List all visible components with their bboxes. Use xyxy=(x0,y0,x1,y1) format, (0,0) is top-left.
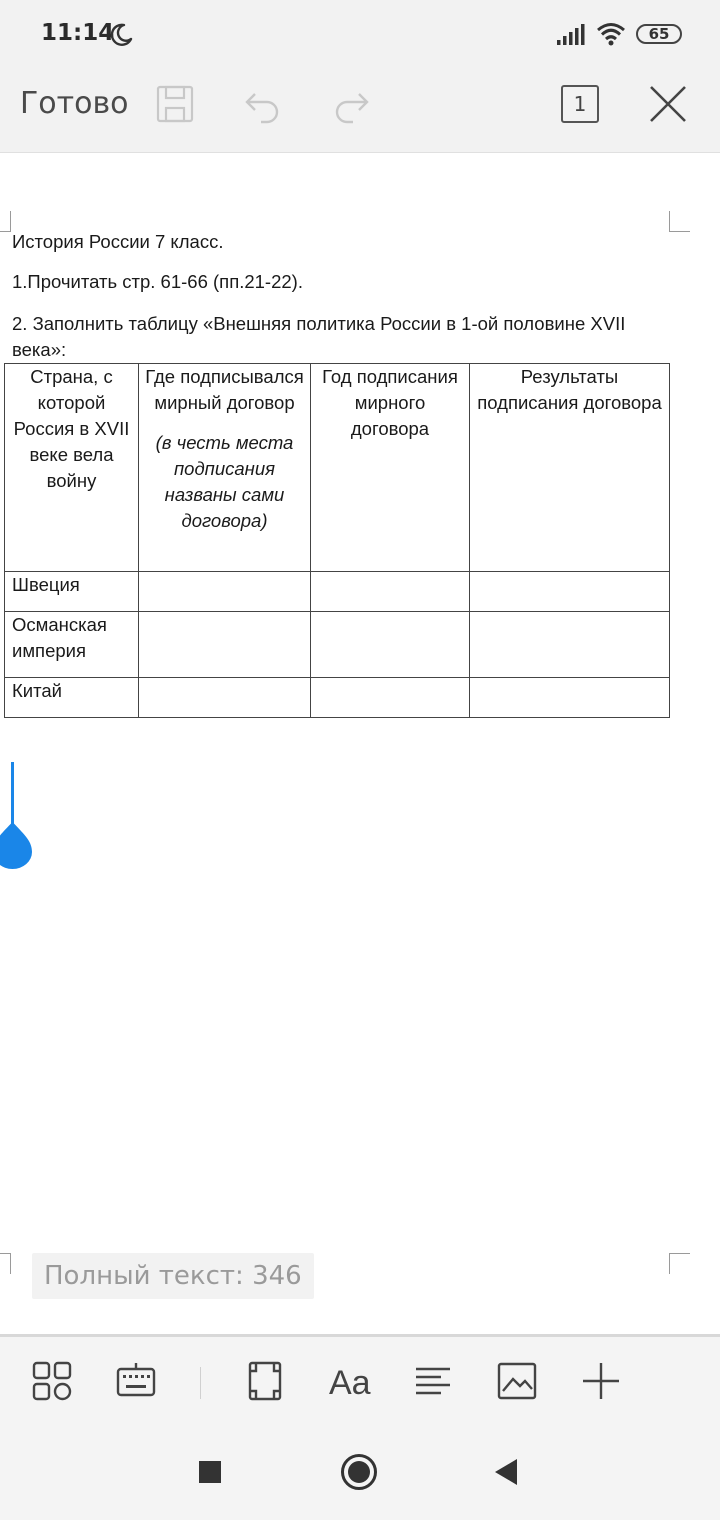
layout-grid-icon[interactable] xyxy=(30,1359,74,1403)
history-table xyxy=(4,363,670,718)
page-corner-mark xyxy=(669,211,690,232)
table-header-cell xyxy=(139,364,311,572)
table-header-cell: Год подписания мирного договора xyxy=(311,364,470,572)
table-row xyxy=(5,678,670,718)
table-cell xyxy=(139,612,311,678)
fullscreen-icon[interactable] xyxy=(243,1359,287,1403)
recent-apps-icon[interactable] xyxy=(190,1452,230,1492)
page-corner-mark xyxy=(0,211,11,232)
text-format-glyph: Aa xyxy=(329,1364,371,1402)
battery-icon xyxy=(636,24,682,44)
home-icon[interactable] xyxy=(339,1452,379,1492)
battery-level: 65 xyxy=(648,25,670,43)
page-count-value: 1 xyxy=(573,92,587,116)
table-header-cell: Результаты подписания договора xyxy=(470,364,670,572)
save-icon[interactable] xyxy=(155,84,195,124)
top-toolbar xyxy=(0,70,720,153)
undo-icon[interactable] xyxy=(243,84,283,124)
table-header-cell: Страна, с которой Россия в XVII веке вела войну xyxy=(5,364,139,572)
status-bar xyxy=(0,0,720,70)
navigation-bar xyxy=(0,1426,720,1520)
table-cell xyxy=(311,678,470,718)
moon-icon xyxy=(108,22,134,48)
table-cell: Китай xyxy=(5,678,139,718)
table-cell xyxy=(139,678,311,718)
toolbar-divider xyxy=(200,1367,201,1399)
table-header-row xyxy=(5,364,670,572)
table-cell xyxy=(470,678,670,718)
table-cell xyxy=(311,612,470,678)
signal-icon xyxy=(556,24,586,46)
table-cell xyxy=(311,572,470,612)
task-1-text: 1.Прочитать стр. 61-66 (пп.21-22). xyxy=(12,271,303,292)
page-corner-mark xyxy=(669,1253,690,1274)
table-row xyxy=(5,612,670,678)
text-cursor-handle-icon[interactable] xyxy=(0,760,36,870)
task-2-text: 2. Заполнить таблицу «Внешняя политика России в 1-ой половине XVII века»: xyxy=(12,313,626,360)
document-page[interactable] xyxy=(0,153,720,1333)
back-icon[interactable] xyxy=(487,1452,527,1492)
page-corner-mark xyxy=(0,1253,11,1274)
keyboard-icon[interactable] xyxy=(114,1359,158,1403)
table-cell: Швеция xyxy=(5,572,139,612)
table-row xyxy=(5,572,670,612)
table-cell xyxy=(470,612,670,678)
status-time: 11:14 xyxy=(41,20,115,46)
document-heading: История России 7 класс. xyxy=(12,231,224,252)
bottom-toolbar xyxy=(0,1334,720,1426)
plus-icon[interactable] xyxy=(579,1359,623,1403)
table-header-note: (в честь места подписания названы сами договора) xyxy=(155,432,294,531)
table-header-label: Где подписывался мирный договор xyxy=(145,366,304,413)
wifi-icon xyxy=(596,22,626,46)
page-count-button[interactable] xyxy=(561,85,599,123)
text-format-icon[interactable] xyxy=(327,1359,371,1403)
table-cell xyxy=(470,572,670,612)
full-text-count-badge: Полный текст: 346 xyxy=(32,1253,314,1299)
table-cell: Османская империя xyxy=(5,612,139,678)
redo-icon[interactable] xyxy=(331,84,371,124)
align-icon[interactable] xyxy=(411,1359,455,1403)
done-button[interactable]: Готово xyxy=(20,86,129,121)
image-icon[interactable] xyxy=(495,1359,539,1403)
close-icon[interactable] xyxy=(648,84,688,124)
table-cell xyxy=(139,572,311,612)
